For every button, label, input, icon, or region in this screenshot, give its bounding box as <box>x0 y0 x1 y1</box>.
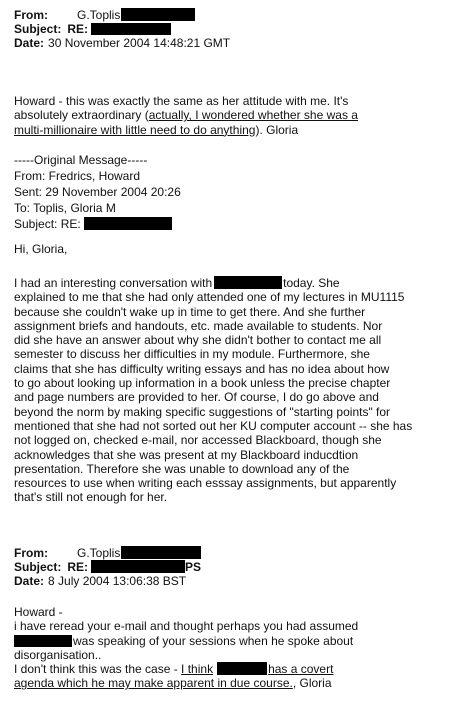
original-from: From: Fredrics, Howard <box>14 169 141 183</box>
body-text: absolutely extraordinary ( <box>14 108 149 123</box>
body-line <box>14 662 454 676</box>
body-line: acknowledges that she was present at my Blackboard inducdtion <box>14 447 359 462</box>
from-value: G.Toplis <box>77 546 121 560</box>
body-text: today. She <box>283 276 340 290</box>
date-label: Date: <box>14 574 45 588</box>
letter-body <box>14 276 454 505</box>
email2-from-row <box>14 546 201 560</box>
body-line: mentioned that she had not sorted out her KU computer account -- she has <box>14 418 413 433</box>
body-line: that's still not enough for her. <box>14 490 168 505</box>
body-line: semester to discuss her difficulties in my module. Furthermore, she <box>14 347 370 362</box>
original-message-header <box>14 152 181 232</box>
body-line <box>14 123 454 137</box>
body-text: , Gloria <box>292 676 332 691</box>
date-value: 30 November 2004 14:48:21 GMT <box>48 36 231 50</box>
body-line: and page numbers are provided to her. Of course, I do go above and <box>14 390 379 405</box>
greeting: Hi, Gloria, <box>14 242 68 256</box>
body-line <box>14 108 454 122</box>
subject-value: RE: <box>67 22 89 36</box>
original-sent: Sent: 29 November 2004 20:26 <box>14 185 181 199</box>
subject-tail: PS <box>185 560 202 574</box>
body-line: to go about looking up information in a book unless the precise chapter <box>14 376 391 391</box>
subject-value: RE: <box>67 560 89 574</box>
original-subject: Subject: RE: <box>14 217 81 231</box>
from-value: G.Toplis <box>77 8 121 22</box>
original-heading: -----Original Message----- <box>14 153 148 167</box>
body-line: beyond the norm by making specific suggestions of "starting points" for <box>14 404 391 419</box>
email2-date-row <box>14 574 186 588</box>
body-line: disorganisation.. <box>14 647 102 662</box>
body-line <box>14 634 454 648</box>
original-subject-row <box>14 216 181 232</box>
body-line <box>14 276 454 290</box>
date-label: Date: <box>14 36 45 50</box>
email1-body <box>14 94 454 137</box>
body-line: assignment briefs and handouts, etc. made available to students. Nor <box>14 318 383 333</box>
underlined-text: I think <box>181 662 214 677</box>
email1-subject-row <box>14 22 171 36</box>
underlined-text: agenda which he may make apparent in due course. <box>14 676 293 691</box>
underlined-text: actually, I wondered whether she was a <box>148 108 358 123</box>
redaction-block <box>217 662 267 675</box>
body-line <box>14 676 454 690</box>
body-text: I had an interesting conversation with <box>14 276 213 290</box>
body-line: resources to use when writing each esssay assignments, but apparently <box>14 476 397 491</box>
body-line: explained to me that she had only attended one of my lectures in MU1115 <box>14 290 405 305</box>
body-text: was speaking of your sessions when he spoke about <box>73 633 354 648</box>
original-to: To: Toplis, Gloria M <box>14 201 116 215</box>
body-line: Howard - <box>14 605 63 619</box>
subject-label: Subject: <box>14 560 62 574</box>
body-line: presentation. Therefore she was unable to download any of the <box>14 461 350 476</box>
body-line: because she couldn't wake up in time to get there. And she further <box>14 304 366 319</box>
email1-from-row <box>14 8 195 22</box>
underlined-text: multi-millionaire with little need to do anything <box>14 122 256 137</box>
email2-body <box>14 605 454 691</box>
body-line: Howard - this was exactly the same as her attitude with me. It's <box>14 94 349 108</box>
underlined-text: has a covert <box>268 662 334 677</box>
redaction-block <box>214 276 282 289</box>
from-label: From: <box>14 546 48 560</box>
body-line: claims that she has difficulty writing essays and has no idea about how <box>14 361 390 376</box>
redaction-block <box>121 546 201 559</box>
email2-subject-row <box>14 560 201 574</box>
body-text: I don't think this was the case - <box>14 662 182 677</box>
redaction-block <box>84 217 172 230</box>
redaction-block <box>91 23 171 35</box>
body-text: ). Gloria <box>255 122 299 137</box>
body-line: i have reread your e-mail and thought perhaps you had assumed <box>14 619 359 634</box>
redaction-block <box>91 560 185 573</box>
from-label: From: <box>14 8 48 22</box>
body-line: not logged on, checked e-mail, nor accessed Blackboard, though she <box>14 433 382 448</box>
body-line: did she have an answer about why she didn't bother to contact me all <box>14 333 382 348</box>
date-value: 8 July 2004 13:06:38 BST <box>48 574 187 588</box>
redaction-block <box>121 8 195 21</box>
subject-label: Subject: <box>14 22 62 36</box>
email1-date-row <box>14 36 230 50</box>
redaction-block <box>14 635 72 647</box>
